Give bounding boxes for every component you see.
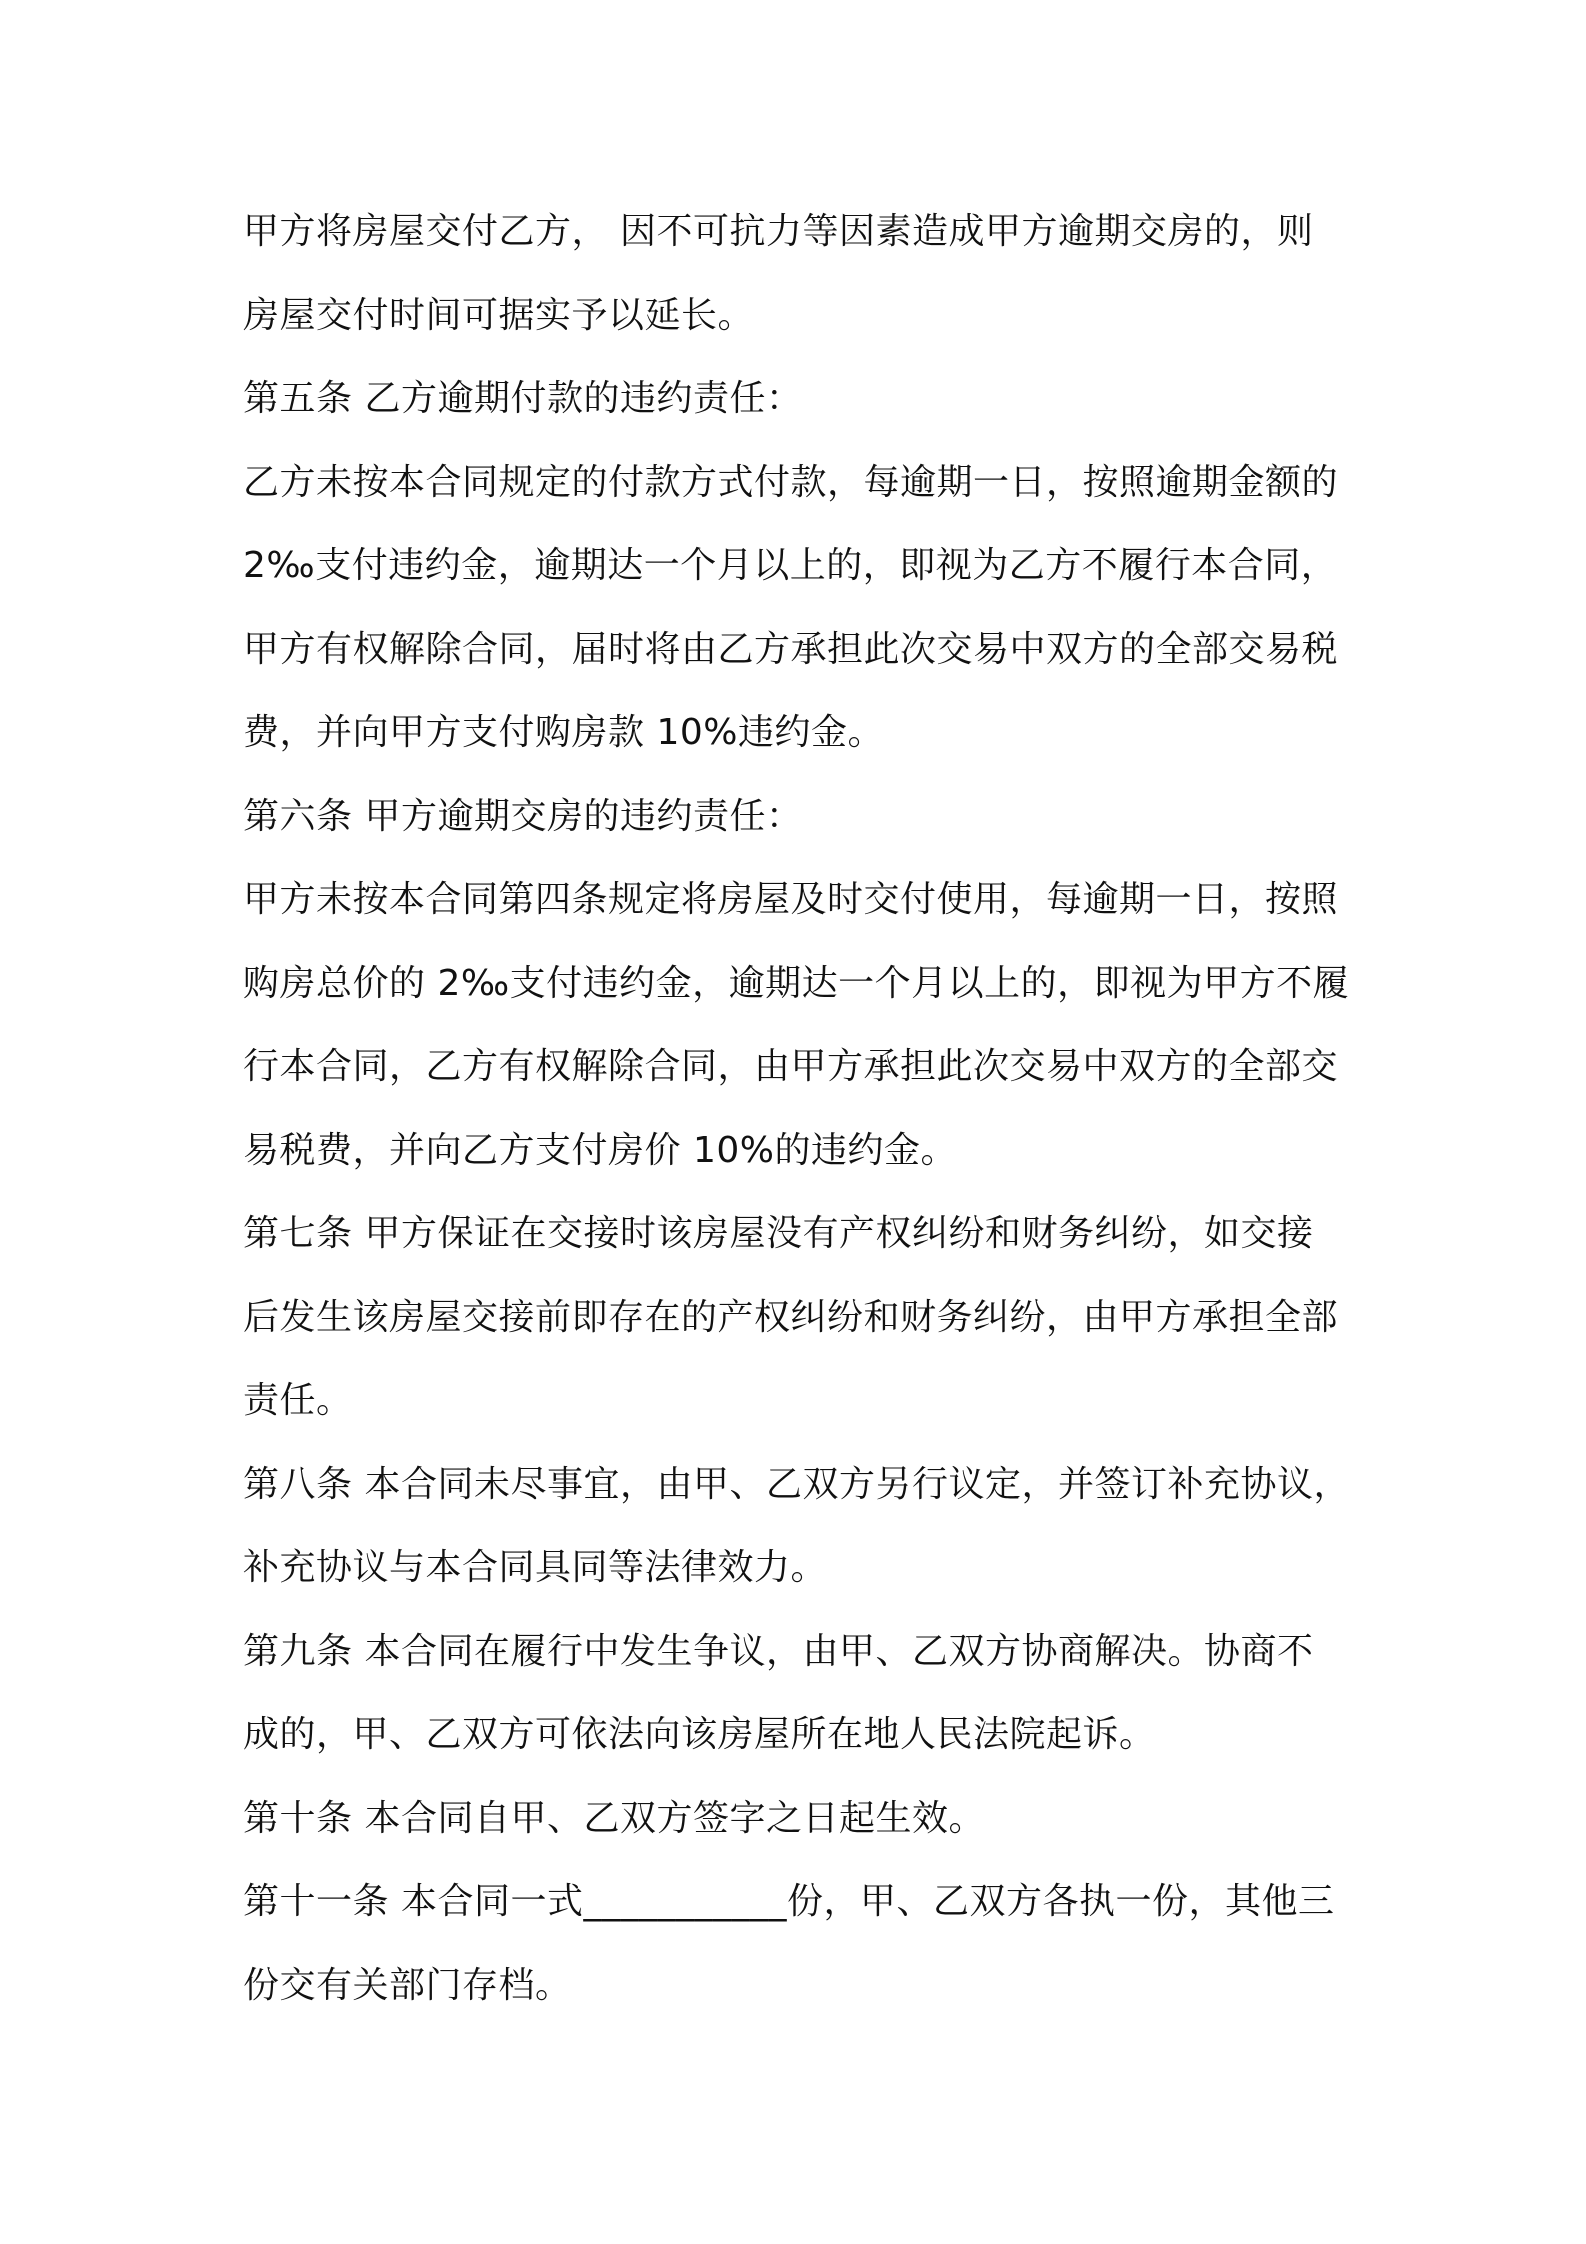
- article-10-text: 第十条 本合同自甲、乙双方签字之日起生效。: [243, 1797, 985, 1839]
- article-11-text: [243, 1860, 1363, 1944]
- text-line: 费，并向甲方支付购房款 10%违约金。: [243, 712, 884, 753]
- text-line: 行本合同，乙方有权解除合同，由甲方承担此次交易中双方的全部交: [243, 1046, 1339, 1087]
- text-line: 后发生该房屋交接前即存在的产权纠纷和财务纠纷，由甲方承担全部: [243, 1296, 1339, 1338]
- article-11-after: 份，甲、乙双方各执一份，其他三: [786, 1881, 1335, 1922]
- text-line: 甲方未按本合同第四条规定将房屋及时交付使用，每逾期一日，按照: [243, 879, 1339, 920]
- text-line: 补充协议与本合同具同等法律效力。: [243, 1547, 828, 1588]
- text-line: 甲方有权解除合同，届时将由乙方承担此次交易中双方的全部交易税: [243, 628, 1339, 670]
- text-line: 成的，甲、乙双方可依法向该房屋所在地人民法院起诉。: [243, 1714, 1156, 1755]
- article-8-text: 第八条 本合同未尽事宜，由甲、乙双方另行议定，并签订补充协议，: [243, 1463, 1350, 1505]
- text-line: 甲方将房屋交付乙方， 因不可抗力等因素造成甲方逾期交房的，则: [243, 211, 1314, 252]
- text-line: 2‰支付违约金，逾期达一个月以上的，即视为乙方不履行本合同，: [243, 545, 1338, 586]
- text-line: 房屋交付时间可据实予以延长。: [243, 294, 755, 336]
- text-line: 份交有关部门存档。: [243, 1964, 572, 2006]
- article-11-before: 第十一条 本合同一式: [243, 1881, 584, 1922]
- article-5-heading: 第五条 乙方逾期付款的违约责任：: [243, 378, 803, 419]
- article-7-text: 第七条 甲方保证在交接时该房屋没有产权纠纷和财务纠纷，如交接: [243, 1213, 1314, 1254]
- document-page: [243, 190, 1363, 2027]
- text-line: 易税费，并向乙方支付房价 10%的违约金。: [243, 1129, 957, 1171]
- text-line: 乙方未按本合同规定的付款方式付款，每逾期一日，按照逾期金额的: [243, 461, 1339, 503]
- copies-blank: ___________: [583, 1881, 787, 1922]
- article-9-text: 第九条 本合同在履行中发生争议，由甲、乙双方协商解决。协商不: [243, 1630, 1314, 1672]
- text-line: 购房总价的 2‰支付违约金，逾期达一个月以上的，即视为甲方不履: [243, 962, 1350, 1004]
- article-6-heading: 第六条 甲方逾期交房的违约责任：: [243, 795, 803, 837]
- text-line: 责任。: [243, 1380, 353, 1421]
